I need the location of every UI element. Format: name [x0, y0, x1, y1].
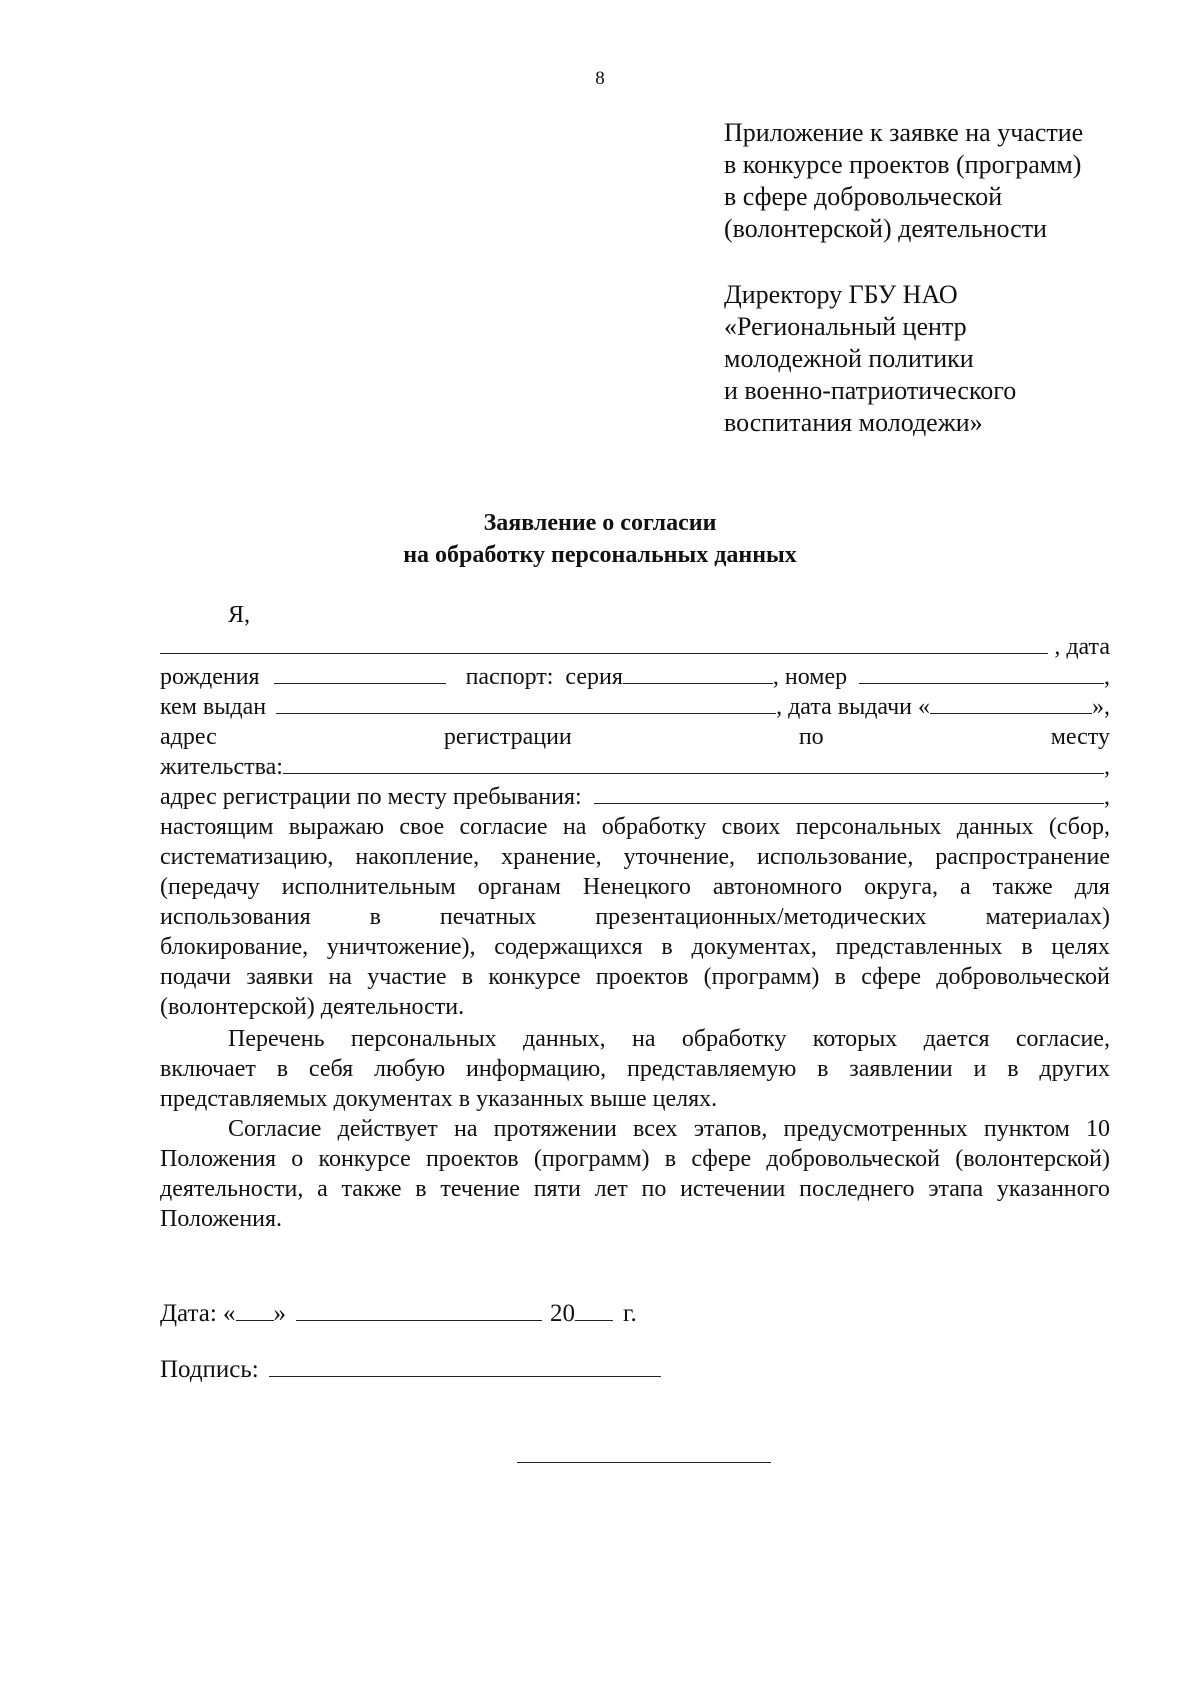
para-line — [160, 1114, 1110, 1144]
para-line — [160, 962, 1110, 992]
word: конкурсе — [318, 1146, 411, 1172]
addressee — [724, 279, 1016, 439]
word: использование, — [757, 844, 914, 870]
word: информацию, — [465, 1056, 607, 1082]
word: персональных — [350, 1026, 497, 1052]
word: всех — [633, 1116, 678, 1142]
year-suffix: г. — [623, 1300, 637, 1327]
word: содержащихся — [494, 934, 643, 960]
word: по — [641, 1176, 667, 1202]
number-label: , номер — [772, 664, 848, 690]
word: дается — [923, 1026, 990, 1052]
word: в — [834, 964, 846, 990]
word: а — [959, 874, 971, 900]
day-field[interactable] — [236, 1300, 274, 1321]
comma: , — [1104, 664, 1110, 690]
word: данных — [956, 814, 1034, 840]
issue-date-label: , дата выдачи « — [776, 694, 931, 720]
addressee-line: воспитания молодежи» — [724, 408, 983, 437]
word: пяти — [533, 1176, 581, 1202]
word: настоящим — [160, 814, 274, 840]
registration-label: регистрации — [443, 724, 572, 750]
word: Перечень — [228, 1026, 325, 1052]
word: на — [453, 1116, 478, 1142]
word: автономного — [712, 874, 843, 900]
word: деятельности, — [160, 1176, 304, 1202]
document-title — [0, 507, 1200, 571]
birth-label: рождения — [160, 664, 260, 690]
word: о — [291, 1146, 304, 1172]
mestu-label: месту — [1050, 724, 1110, 750]
word: течение — [440, 1176, 520, 1202]
para-line — [160, 812, 1110, 842]
para-line — [160, 872, 1110, 902]
page-number: 8 — [595, 68, 605, 89]
word: распространение — [935, 844, 1110, 870]
word: персональных — [795, 814, 942, 840]
word: в — [664, 1146, 677, 1172]
quote-close: », — [1092, 694, 1110, 720]
word: (программ) — [533, 1146, 650, 1172]
word: предусмотренных — [783, 1116, 968, 1142]
signature-row — [160, 1354, 661, 1386]
residence-field[interactable] — [283, 753, 1104, 774]
word: на — [632, 1026, 656, 1052]
fio-field[interactable] — [160, 633, 1048, 654]
word: Положения — [160, 1146, 277, 1172]
word: согласие, — [1015, 1026, 1110, 1052]
word: выражаю — [288, 814, 385, 840]
word: сфере — [861, 964, 921, 990]
word: уничтожение), — [326, 934, 476, 960]
word: также — [341, 1176, 402, 1202]
birth-date-label: , дата — [1054, 634, 1110, 660]
birth-date-field[interactable] — [274, 663, 446, 684]
stay-row — [160, 782, 1110, 812]
word: свое — [399, 814, 445, 840]
word: Ненецкого — [582, 874, 691, 900]
word: (программ) — [703, 964, 820, 990]
word: данных, — [523, 1026, 606, 1052]
address-label: адрес — [160, 724, 217, 750]
word: представляемую — [626, 1056, 797, 1082]
word: сфере — [691, 1146, 752, 1172]
residence-label: жительства: — [160, 754, 283, 780]
word: целях — [1051, 934, 1110, 960]
word: также — [992, 874, 1053, 900]
quote-close: » — [273, 1300, 287, 1327]
word: включает — [160, 1056, 256, 1082]
word: в — [661, 934, 673, 960]
word: которых — [812, 1026, 898, 1052]
signature-label: Подпись: — [160, 1356, 259, 1383]
para-line: Положения. — [160, 1206, 283, 1232]
word: заявлении — [849, 1056, 953, 1082]
word: последнего — [799, 1176, 915, 1202]
word: себя — [308, 1056, 354, 1082]
date-row — [160, 1298, 637, 1330]
word: обработку — [601, 814, 707, 840]
word: в — [1021, 934, 1033, 960]
word: исполнительным — [281, 874, 456, 900]
word: истечении — [680, 1176, 786, 1202]
year-field[interactable] — [575, 1300, 613, 1321]
issued-by-label: кем выдан — [160, 694, 267, 720]
passport-label: паспорт: — [465, 664, 554, 690]
number-field[interactable] — [859, 663, 1104, 684]
word: лет — [594, 1176, 628, 1202]
addressee-line: «Региональный центр — [724, 312, 967, 341]
word: конкурсе — [488, 964, 581, 990]
title-line: Заявление о согласии — [483, 510, 717, 536]
birth-passport-row — [160, 662, 1110, 692]
word: любую — [373, 1056, 446, 1082]
po-label: по — [798, 724, 824, 750]
para-line: представляемых документах в указанных выше целях. — [160, 1086, 718, 1112]
word: в — [1007, 1056, 1019, 1082]
word: (передачу — [160, 874, 260, 900]
word: добровольческой — [766, 1146, 941, 1172]
comma: , — [1104, 784, 1110, 810]
data-list-paragraph — [160, 1024, 1110, 1114]
word: действует — [337, 1116, 438, 1142]
word: Согласие — [228, 1116, 322, 1142]
word: хранение, — [501, 844, 602, 870]
address-row — [160, 722, 1110, 752]
para-line — [160, 842, 1110, 872]
year-prefix: 20 — [550, 1300, 576, 1327]
appendix-line: Приложение к заявке на участие — [724, 118, 1084, 147]
para-line — [160, 1024, 1110, 1054]
signature-field[interactable] — [269, 1356, 661, 1377]
series-label: серия — [565, 664, 623, 690]
word: накопление, — [355, 844, 480, 870]
word: документах, — [691, 934, 817, 960]
validity-paragraph — [160, 1114, 1110, 1234]
stay-field[interactable] — [594, 783, 1104, 804]
word: в — [817, 1056, 829, 1082]
word: округа, — [864, 874, 938, 900]
para-line: (волонтерской) деятельности. — [160, 994, 465, 1020]
word: в — [461, 964, 474, 990]
word: обработку — [681, 1026, 787, 1052]
word: проектов — [425, 1146, 519, 1172]
word: 10 — [1085, 1116, 1110, 1142]
residence-row — [160, 752, 1110, 782]
word: представленных — [835, 934, 1003, 960]
date-label: Дата: « — [160, 1300, 236, 1327]
word: (сбор, — [1048, 814, 1110, 840]
word: (волонтерской) — [955, 1146, 1110, 1172]
word: а — [317, 1176, 328, 1202]
word: и — [973, 1056, 987, 1082]
word: протяжении — [493, 1116, 617, 1142]
word: своих — [721, 814, 781, 840]
word: в — [415, 1176, 427, 1202]
word: добровольческой — [936, 964, 1110, 990]
word: на — [562, 814, 587, 840]
word: указанного — [996, 1176, 1110, 1202]
issued-row — [160, 692, 1110, 722]
word: участие — [367, 964, 447, 990]
appendix-line: в конкурсе проектов (программ) — [724, 150, 1082, 179]
word: на — [328, 964, 352, 990]
word: согласие — [459, 814, 548, 840]
word: в — [276, 1056, 289, 1082]
word: уточнение, — [623, 844, 736, 870]
addressee-line: Директору ГБУ НАО — [724, 280, 958, 309]
para-line — [160, 1174, 1110, 1204]
ya-label: Я, — [228, 602, 251, 628]
para-line — [160, 1144, 1110, 1174]
month-field[interactable] — [296, 1300, 542, 1321]
end-divider — [517, 1462, 771, 1463]
word: этапов, — [693, 1116, 768, 1142]
word: проектов — [595, 964, 689, 990]
fio-row — [160, 632, 1110, 662]
word: пунктом — [983, 1116, 1070, 1142]
addressee-line: молодежной политики — [724, 344, 974, 373]
appendix-line: в сфере добровольческой — [724, 182, 1003, 211]
word: заявки — [246, 964, 314, 990]
word: других — [1039, 1056, 1110, 1082]
para-line — [160, 932, 1110, 962]
word: этапа — [928, 1176, 984, 1202]
stay-label: адрес регистрации по месту пребывания: — [160, 784, 582, 810]
word: блокирование, — [160, 934, 309, 960]
appendix-line: (волонтерской) деятельности — [724, 214, 1047, 243]
para-line — [160, 1054, 1110, 1084]
title-line: на обработку персональных данных — [403, 542, 797, 568]
series-field[interactable] — [623, 663, 773, 684]
para-line: использования в печатных презентационных/методических материалах) — [160, 904, 1110, 930]
appendix-note — [724, 117, 1083, 245]
addressee-line: и военно-патриотического — [724, 376, 1017, 405]
word: подачи — [160, 964, 231, 990]
comma: , — [1104, 754, 1110, 780]
consent-paragraph — [160, 812, 1110, 1022]
word: для — [1074, 874, 1110, 900]
issue-date-field[interactable] — [930, 693, 1092, 714]
word: органам — [477, 874, 561, 900]
word: систематизацию, — [160, 844, 334, 870]
issued-by-field[interactable] — [276, 693, 776, 714]
